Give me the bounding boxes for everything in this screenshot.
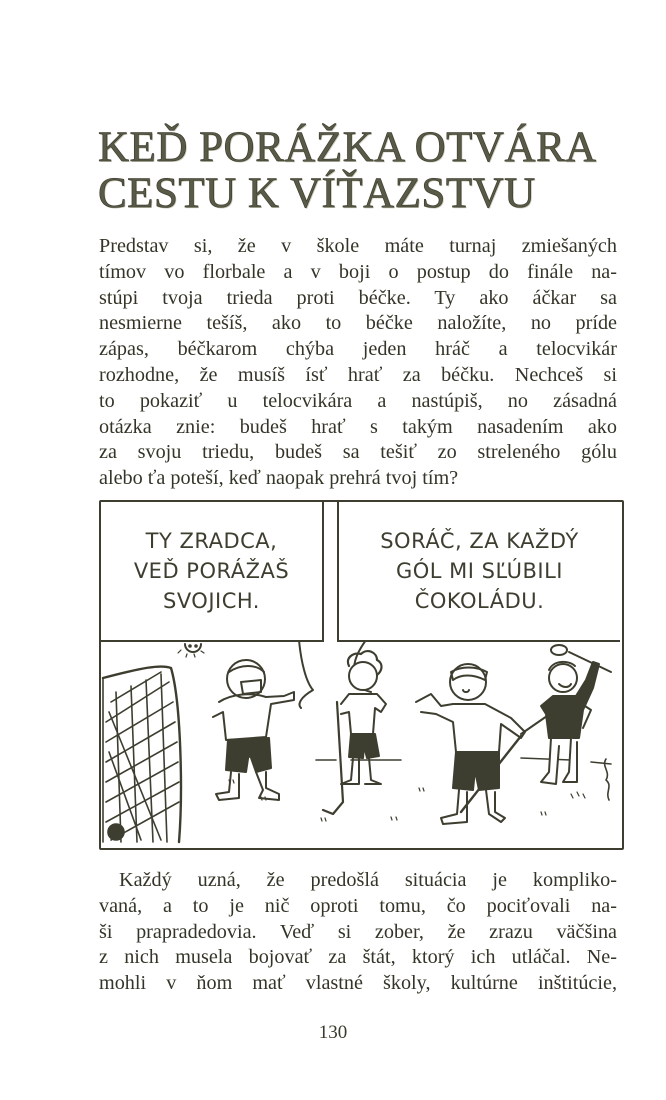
text-line: za svoju triedu, budeš sa tešiť zo streleného gólu [99,441,617,464]
text-line: Každý uzná, že predošlá situácia je kompliko- [119,869,617,891]
caption-left-line: SVOJICH. [162,589,260,613]
caption-left-line: VEĎ PORÁŽAŠ [133,559,290,583]
sun-icon [178,644,204,657]
text-line: otázka znie: budeš hrať s takým nasadením ako [99,415,617,438]
chapter-title [98,125,618,217]
text-line: nesmierne tešíš, ako to béčke naložíte, no príde [99,312,617,335]
caption-box-right [337,502,620,642]
speech-tail-left [299,642,313,708]
goal-net [103,666,181,842]
page-number: 130 [318,1022,348,1043]
body-paragraph [99,868,617,997]
text-line: z nich musela bojovať za štát, ktorý ich utláčal. Ne- [99,946,617,969]
intro-paragraph [99,234,617,492]
caption-left-line: TY ZRADCA, [145,529,278,553]
text-line: mohli v ňom mať vlastné školy, kultúrne inštitúcie, [99,972,617,995]
caption-right-line: GÓL MI SĽÚBILI [395,559,563,583]
player-helmet-pointing [213,660,294,800]
text-line: alebo ťa poteší, keď naopak prehrá tvoj tím? [99,467,459,490]
caption-box-left [101,502,324,642]
player-curly-hair [323,651,386,814]
player-headband-shrugging [416,664,525,824]
comic-panel [99,500,624,850]
text-line: Predstav si, že v škole máte turnaj zmiešaných [99,235,617,257]
text-line: rozhodne, že musíš ísť hrať za béčku. Nechceš si [99,363,617,386]
text-line: tímov vo florbale a v boji o postup do finále na- [99,260,617,283]
chapter-title-line-2: CESTU K VÍŤAZSTVU [98,169,536,217]
text-line: ši prapradedovia. Veď si zober, že zrazu väčšina [99,920,617,943]
text-line: stúpi tvoja trieda proti béčke. Ty ako áčkar sa [99,286,617,309]
caption-right-line: ČOKOLÁDU. [414,589,545,613]
chapter-title-line-1: KEĎ PORÁŽKA OTVÁRA [98,123,597,171]
caption-right-line: SORÁČ, ZA KAŽDÝ [380,529,579,553]
text-line: vaná, a to je nič oproti tomu, čo pociťovali na- [99,894,617,917]
floorball-scene-illustration [101,642,622,848]
text-line: to pokaziť u telocvikára a nastúpiš, no zásadná [99,389,617,412]
text-line: zápas, béčkarom chýba jeden hráč a telocvikár [99,338,617,361]
